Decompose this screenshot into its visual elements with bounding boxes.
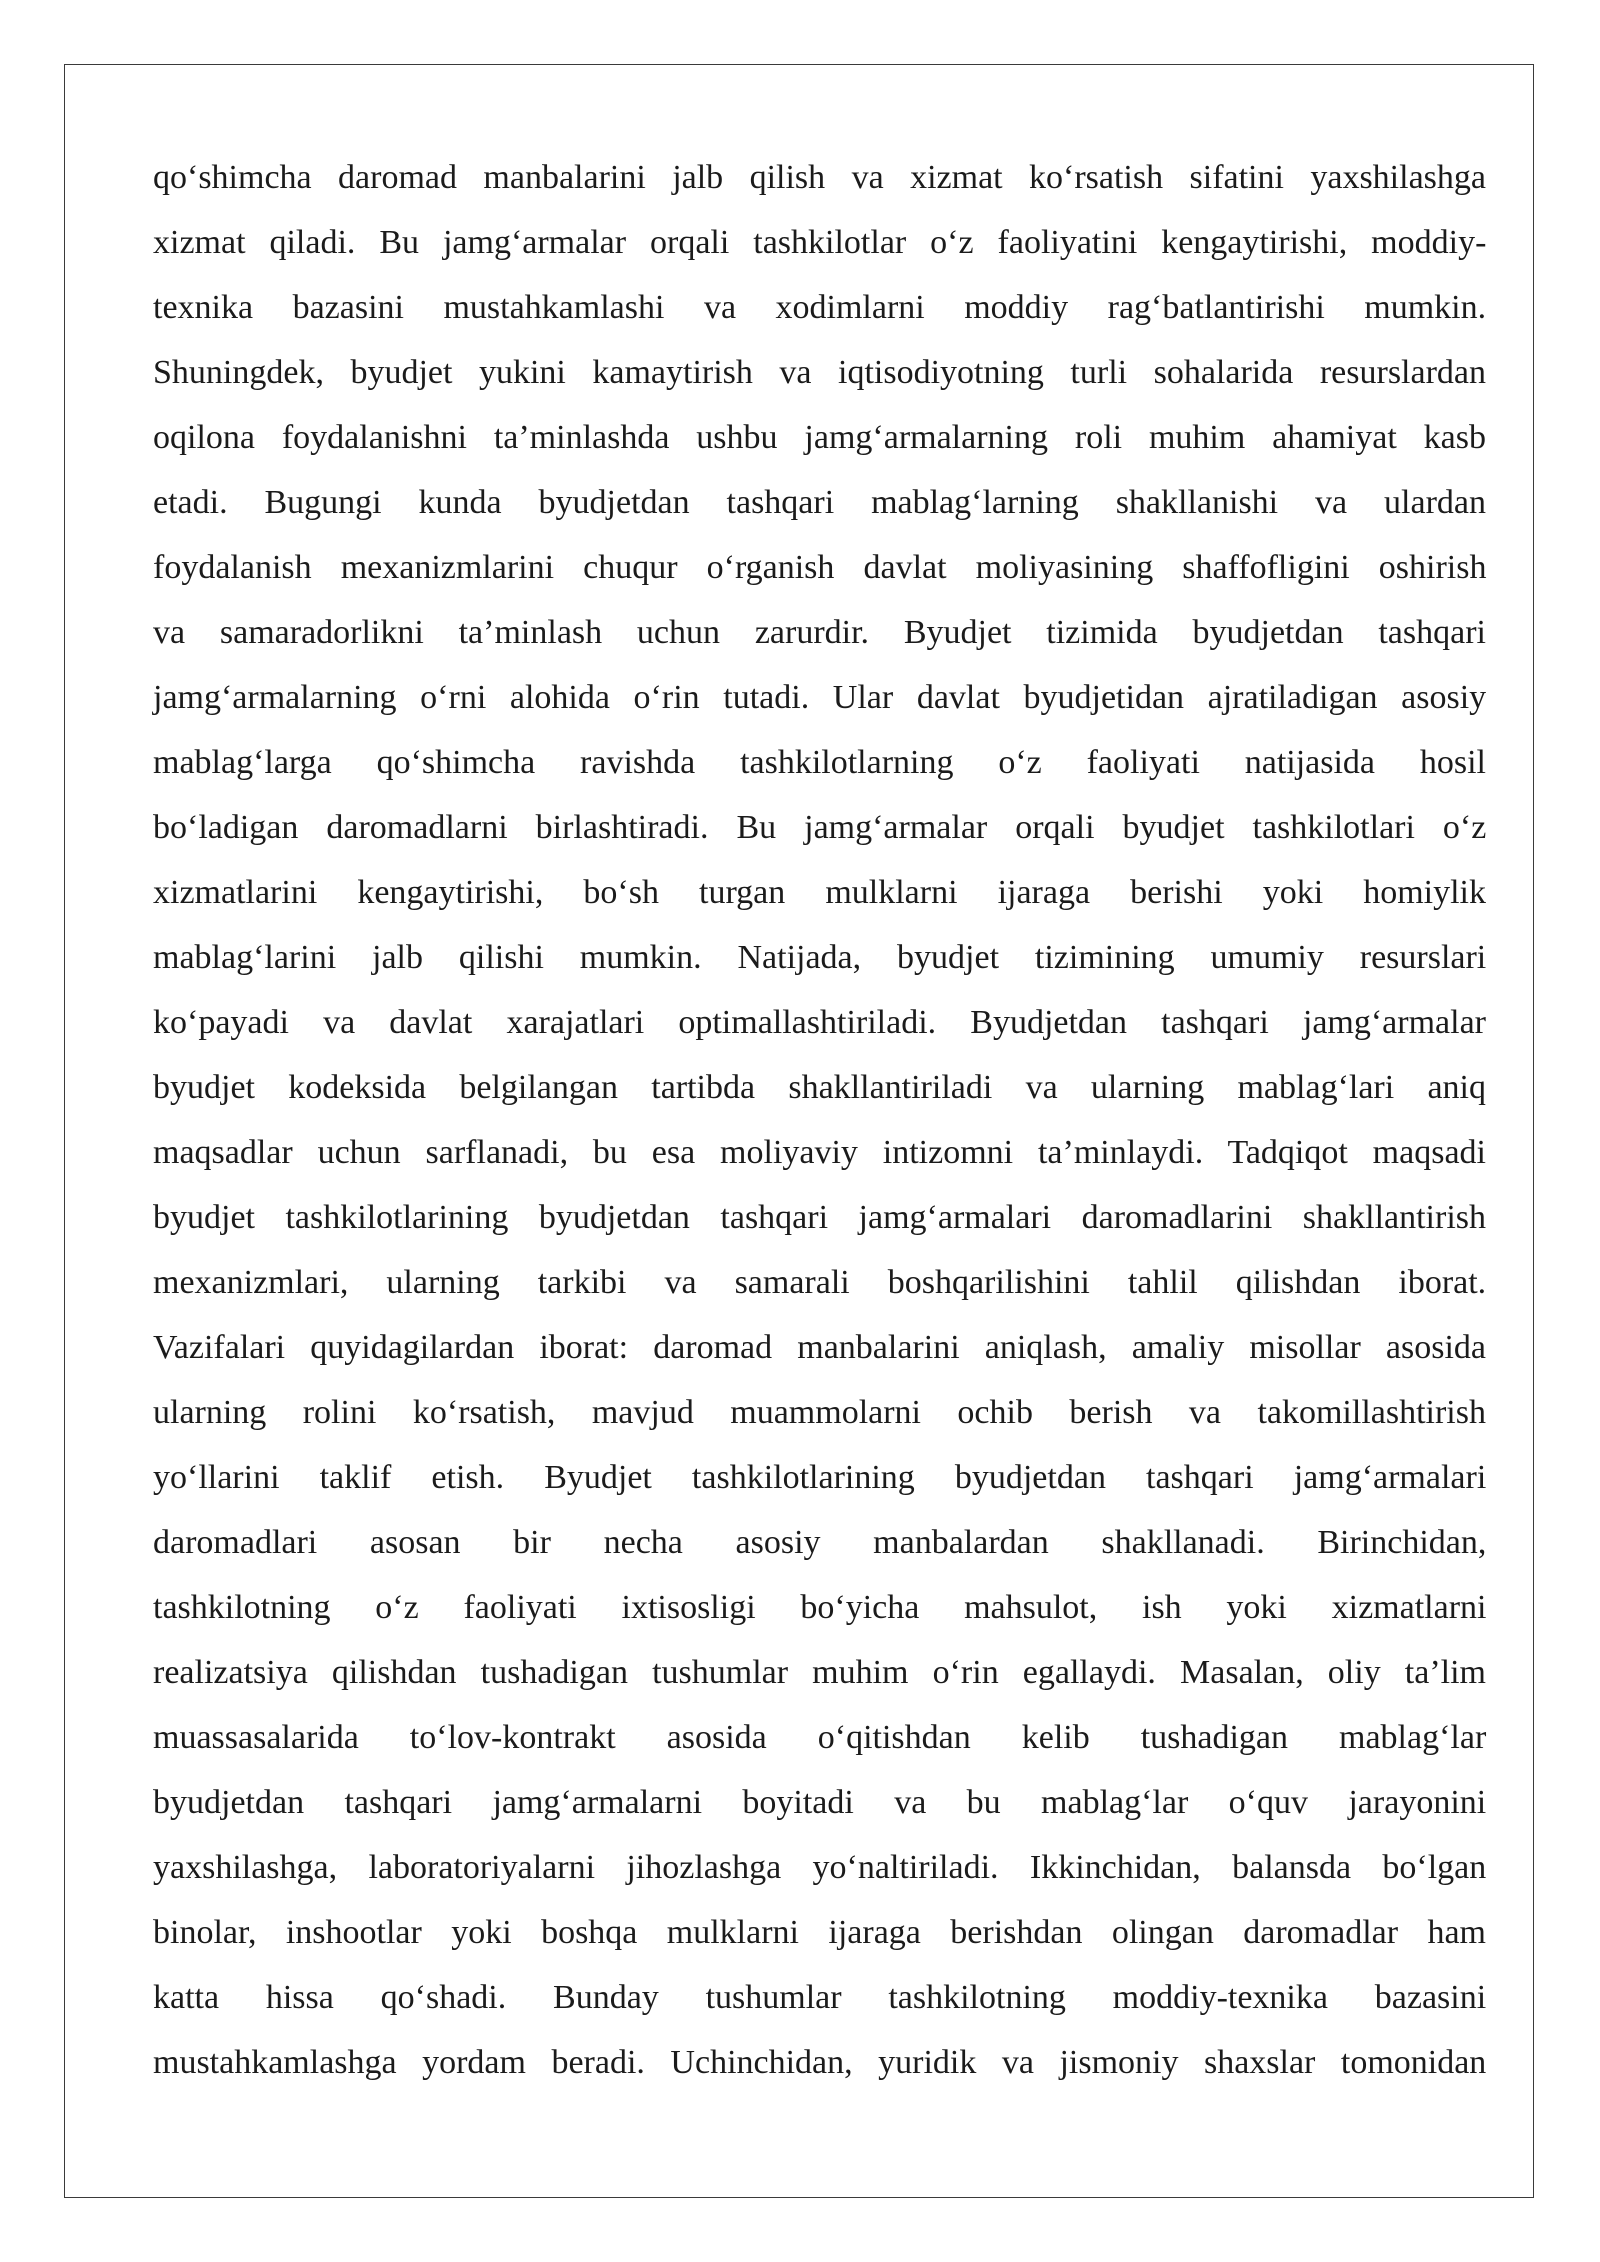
- text-line: mablag‘larini jalb qilishi mumkin. Natijada, byudjet tizimining umumiy resurslari: [153, 939, 1487, 976]
- text-line: oqilona foydalanishni ta’minlashda ushbu jamg‘armalarning roli muhim ahamiyat kasb: [153, 419, 1486, 456]
- text-line: yo‘llarini taklif etish. Byudjet tashkilotlarining byudjetdan tashqari jamg‘armalari: [153, 1459, 1487, 1496]
- text-line: xizmatlarini kengaytirishi, bo‘sh turgan mulklarni ijaraga berishi yoki homiylik: [153, 874, 1486, 911]
- text-line: ko‘payadi va davlat xarajatlari optimallashtiriladi. Byudjetdan tashqari jamg‘armalar: [153, 1004, 1486, 1041]
- text-line: ularning rolini ko‘rsatish, mavjud muammolarni ochib berish va takomillashtirish: [153, 1394, 1486, 1431]
- text-line: qo‘shimcha daromad manbalarini jalb qilish va xizmat ko‘rsatish sifatini yaxshilashga: [153, 159, 1486, 196]
- text-line: etadi. Bugungi kunda byudjetdan tashqari mablag‘larning shakllanishi va ulardan: [153, 484, 1486, 521]
- text-line: daromadlari asosan bir necha asosiy manbalardan shakllanadi. Birinchidan,: [153, 1524, 1487, 1561]
- text-line: maqsadlar uchun sarflanadi, bu esa moliyaviy intizomni ta’minlaydi. Tadqiqot maqsadi: [153, 1134, 1486, 1171]
- text-line: katta hissa qo‘shadi. Bunday tushumlar tashkilotning moddiy-texnika bazasini: [153, 1979, 1487, 2016]
- text-line: mablag‘larga qo‘shimcha ravishda tashkilotlarning o‘z faoliyati natijasida hosil: [153, 744, 1486, 781]
- text-line: mustahkamlashga yordam beradi. Uchinchidan, yuridik va jismoniy shaxslar tomonidan: [153, 2044, 1487, 2081]
- body-paragraph: [153, 145, 1486, 2095]
- text-line: Shuningdek, byudjet yukini kamaytirish va iqtisodiyotning turli sohalarida resurslardan: [153, 354, 1486, 391]
- text-line: byudjet tashkilotlarining byudjetdan tashqari jamg‘armalari daromadlarini shakllantirish: [153, 1199, 1487, 1236]
- text-line: jamg‘armalarning o‘rni alohida o‘rin tutadi. Ular davlat byudjetidan ajratiladigan asosiy: [153, 679, 1487, 716]
- text-line: xizmat qiladi. Bu jamg‘armalar orqali tashkilotlar o‘z faoliyatini kengaytirishi, moddiy-: [153, 224, 1487, 261]
- text-line: Vazifalari quyidagilardan iborat: daromad manbalarini aniqlash, amaliy misollar asosida: [153, 1329, 1486, 1366]
- text-line: mexanizmlari, ularning tarkibi va samarali boshqarilishini tahlil qilishdan iborat.: [153, 1264, 1487, 1301]
- text-line: byudjet kodeksida belgilangan tartibda shakllantiriladi va ularning mablag‘lari aniq: [153, 1069, 1486, 1106]
- text-line: tashkilotning o‘z faoliyati ixtisosligi bo‘yicha mahsulot, ish yoki xizmatlarni: [153, 1589, 1487, 1626]
- text-line: realizatsiya qilishdan tushadigan tushumlar muhim o‘rin egallaydi. Masalan, oliy ta’lim: [153, 1654, 1486, 1691]
- text-line: va samaradorlikni ta’minlash uchun zarurdir. Byudjet tizimida byudjetdan tashqari: [153, 614, 1486, 651]
- text-line: bo‘ladigan daromadlarni birlashtiradi. Bu jamg‘armalar orqali byudjet tashkilotlari o‘z: [153, 809, 1487, 846]
- text-line: byudjetdan tashqari jamg‘armalarni boyitadi va bu mablag‘lar o‘quv jarayonini: [153, 1784, 1487, 1821]
- text-line: yaxshilashga, laboratoriyalarni jihozlashga yo‘naltiriladi. Ikkinchidan, balansda bo‘lgan: [153, 1849, 1487, 1886]
- text-line: foydalanish mexanizmlarini chuqur o‘rganish davlat moliyasining shaffofligini oshirish: [153, 549, 1487, 586]
- text-line: texnika bazasini mustahkamlashi va xodimlarni moddiy rag‘batlantirishi mumkin.: [153, 289, 1487, 326]
- text-line: muassasalarida to‘lov-kontrakt asosida o‘qitishdan kelib tushadigan mablag‘lar: [153, 1719, 1487, 1756]
- text-line: binolar, inshootlar yoki boshqa mulklarni ijaraga berishdan olingan daromadlar ham: [153, 1914, 1486, 1951]
